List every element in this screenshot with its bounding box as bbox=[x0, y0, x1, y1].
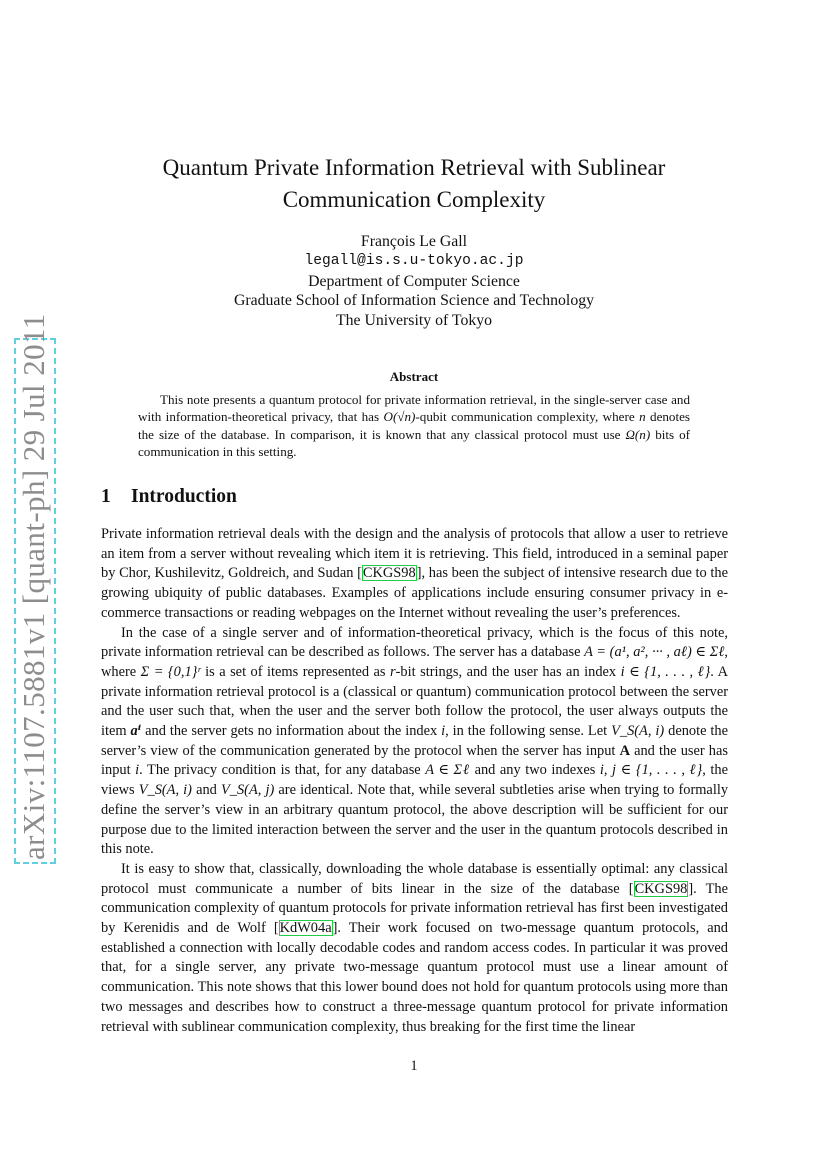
affiliation-line-3: The University of Tokyo bbox=[335, 312, 493, 330]
p1-text-b: ], has been the subject of intensive research due to the growing ubiquity of public databases. Examples of applications include ensuring consumer privacy in e-commerce transactions or reading webpages on the Internet without revealing the user’s preferences. bbox=[101, 565, 728, 621]
math-i: i bbox=[441, 723, 446, 740]
math-sqrt-n: O(√n) bbox=[383, 409, 416, 425]
math-n: n bbox=[639, 409, 646, 425]
p3-text-c: ]. Their work focused on two-message quantum protocols, and established a connection with locally decodable codes and random access codes. In particular it was proved that, for a single server, any private two-message quantum protocol must use a linear amount of communication. This note shows that this lower bound does not hold for quantum protocols using more than two messages and describes how to construct a three-message quantum protocol for private information retrieval with sublinear communication complexity, thus breaking for the first time the linear bbox=[101, 920, 729, 1035]
p2-text-k: and any two indexes bbox=[474, 762, 596, 779]
paragraph-1 bbox=[101, 525, 728, 624]
affiliation-line-1: Department of Computer Science bbox=[308, 272, 520, 290]
math-database: A = (a¹, a², ··· , aℓ) ∈ bbox=[584, 644, 707, 661]
abstract-body bbox=[138, 391, 690, 460]
math-view-j: V_S(A, j) bbox=[221, 782, 275, 799]
abstract-text-1: This note presents a quantum protocol for private information retrieval, in the single-server case and with information-theoretical privacy, that has bbox=[138, 392, 690, 425]
abstract-text-2: -qubit communication complexity, where bbox=[415, 409, 635, 425]
math-a-i: aⁱ bbox=[130, 723, 142, 740]
abstract-text-4: bits of communication in this setting. bbox=[138, 426, 690, 459]
math-view: V_S(A, i) bbox=[611, 723, 665, 740]
citation-link-ckgs98-2[interactable]: CKGS98 bbox=[634, 880, 688, 897]
author-name: François Le Gall bbox=[360, 233, 468, 250]
abstract-heading: Abstract bbox=[389, 369, 439, 384]
math-view-i: V_S(A, i) bbox=[138, 782, 192, 799]
citation-link-kdw04a[interactable]: KdW04a bbox=[279, 920, 332, 937]
paragraph-2 bbox=[101, 624, 728, 860]
p2-text-d: -bit strings, and the user has an index bbox=[395, 663, 617, 680]
p2-text-n: are identical. Note that, while several subtleties arise when trying to formally define the server’s view in an arbitrary quantum protocol, the above description will be sufficient for our purpose due to the limited interaction between the server and the user in the quantum protocols described in this note. bbox=[101, 782, 729, 858]
section-title: Introduction bbox=[131, 486, 237, 507]
math-ij: i, j ∈ {1, . . . , ℓ} bbox=[599, 762, 703, 779]
author-block bbox=[100, 232, 728, 331]
math-A: A bbox=[619, 742, 630, 759]
p2-text-g: , in the following sense. Let bbox=[445, 723, 608, 740]
math-sigma-l: Σℓ bbox=[709, 644, 725, 661]
section-number: 1 bbox=[101, 486, 111, 507]
p1-text-a: Private information retrieval deals with the design and the analysis of protocols that allow a user to retrieve an item from a server without revealing which item it is retrieving. This field, introduced in a seminal paper by Chor, Kushilevitz, Goldreich, and Sudan [ bbox=[101, 526, 728, 582]
p2-text-h: denote the server’s view of the communication generated by the protocol when the server has input bbox=[101, 723, 729, 759]
math-sigma-def: Σ = {0,1}ʳ bbox=[140, 663, 201, 680]
title-line-2: Communication Complexity bbox=[282, 187, 546, 212]
introduction-body bbox=[101, 525, 728, 1037]
p3-text-b: ]. The communication complexity of quantum protocols for private information retrieval has first been investigated by Kerenidis and de Wolf [ bbox=[101, 880, 729, 937]
p2-text-c: is a set of items represented as bbox=[205, 663, 386, 680]
page-number: 1 bbox=[410, 1058, 418, 1074]
p2-text-e: . A private information retrieval protocol is a (classical or quantum) communication protocol between the server and the user such that, when the user and the server both follow the protocol, the user always outputs the item bbox=[101, 663, 728, 740]
affiliation-line-2: Graduate School of Information Science and Technology bbox=[233, 292, 595, 310]
p2-text-a: In the case of a single server and of information-theoretical privacy, which is the focus of this note, private information retrieval can be described as follows. The server has a database bbox=[101, 624, 728, 661]
p2-text-l: , the views bbox=[101, 762, 728, 799]
section-heading-introduction bbox=[101, 486, 729, 508]
p3-text-a: It is easy to show that, classically, downloading the whole database is essentially optimal: any classical protocol must communicate a number of bits linear in the size of the database [ bbox=[101, 860, 728, 897]
citation-link-ckgs98[interactable]: CKGS98 bbox=[362, 565, 416, 582]
p2-text-i: and the user has input bbox=[101, 742, 728, 779]
abstract-text-3: denotes the size of the database. In comparison, it is known that any classical protocol must use bbox=[138, 409, 691, 442]
math-omega-n: Ω(n) bbox=[625, 426, 651, 442]
math-r: r bbox=[390, 663, 396, 680]
paper-title bbox=[100, 152, 728, 216]
abstract-paragraph bbox=[138, 391, 690, 460]
math-A-in-sigma: A ∈ Σℓ bbox=[425, 762, 471, 779]
math-index: i ∈ {1, . . . , ℓ} bbox=[620, 663, 711, 680]
p2-text-f: and the server gets no information about the index bbox=[145, 723, 438, 740]
arxiv-side-stamp[interactable] bbox=[14, 313, 56, 864]
p2-text-m: and bbox=[196, 782, 217, 799]
paragraph-3 bbox=[101, 860, 728, 1037]
author-email[interactable]: legall@is.s.u-tokyo.ac.jp bbox=[304, 252, 524, 269]
p2-text-j: . The privacy condition is that, for any database bbox=[139, 762, 421, 779]
math-i-2: i bbox=[135, 762, 140, 779]
p2-text-b: , where bbox=[101, 644, 728, 680]
title-line-1: Quantum Private Information Retrieval with Sublinear bbox=[162, 155, 666, 180]
arxiv-stamp-text: arXiv:1107.5881v1 [quant-ph] 29 Jul 2011 bbox=[16, 313, 51, 860]
